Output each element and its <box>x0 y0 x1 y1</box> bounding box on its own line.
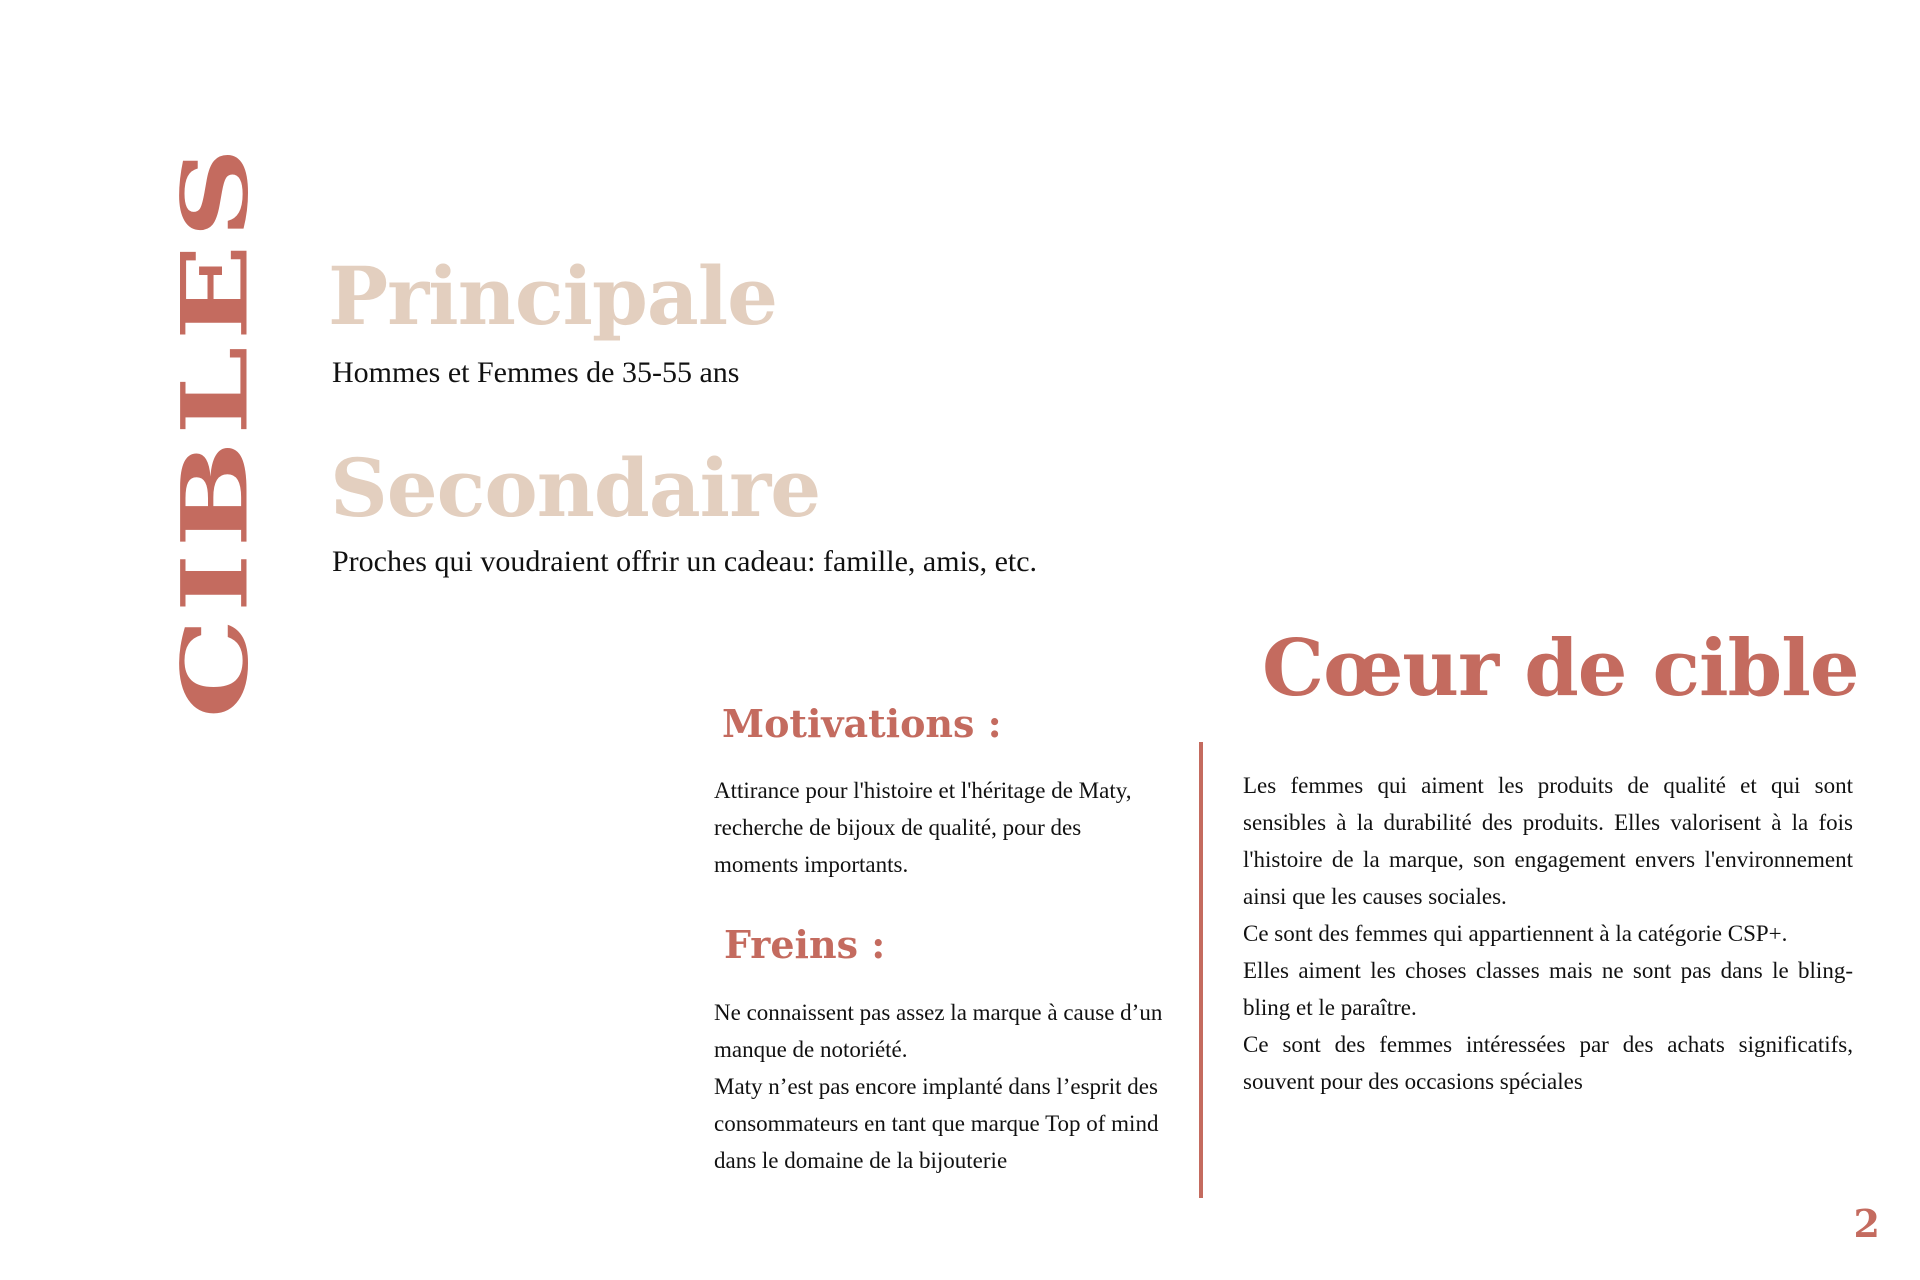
coeur-paragraph: Elles aiment les choses classes mais ne sont pas dans le bling-bling et le paraître. <box>1243 958 1853 1020</box>
vertical-title-text: CIBLES <box>161 141 269 719</box>
freins-line: Ne connaissent pas assez la marque à cause d’un manque de notoriété. <box>714 1000 1163 1062</box>
coeur-de-cible-title: Cœur de cible <box>1262 623 1859 714</box>
heading-secondaire: Secondaire <box>330 441 821 535</box>
freins-line: Maty n’est pas encore implanté dans l’esprit des consommateurs en tant que marque Top of mind dans le domaine de la bijouterie <box>714 1074 1159 1173</box>
secondaire-description: Proches qui voudraient offrir un cadeau: famille, amis, etc. <box>332 545 1038 578</box>
motivations-paragraph: Attirance pour l'histoire et l'héritage de Maty, recherche de bijoux de qualité, pour des moments importants. <box>714 778 1132 877</box>
motivations-text <box>714 772 1154 883</box>
principale-description: Hommes et Femmes de 35-55 ans <box>332 356 740 389</box>
motivations-label: Motivations : <box>722 701 1002 746</box>
coeur-paragraph: Ce sont des femmes qui appartiennent à la catégorie CSP+. <box>1243 921 1788 946</box>
vertical-divider <box>1199 742 1203 1198</box>
vertical-page-title <box>150 141 280 719</box>
heading-principale: Principale <box>328 249 778 343</box>
coeur-paragraph: Les femmes qui aiment les produits de qualité et qui sont sensibles à la durabilité des produits. Elles valorisent à la fois l'histoire de la marque, son engagement envers l'environnement ainsi que les causes sociales. <box>1243 773 1853 909</box>
freins-label: Freins : <box>724 922 886 967</box>
page-number: 2 <box>1853 1201 1880 1246</box>
freins-text <box>714 994 1174 1179</box>
coeur-paragraph: Ce sont des femmes intéressées par des achats significatifs, souvent pour des occasions spéciales <box>1243 1032 1853 1094</box>
coeur-de-cible-text <box>1243 767 1853 1100</box>
